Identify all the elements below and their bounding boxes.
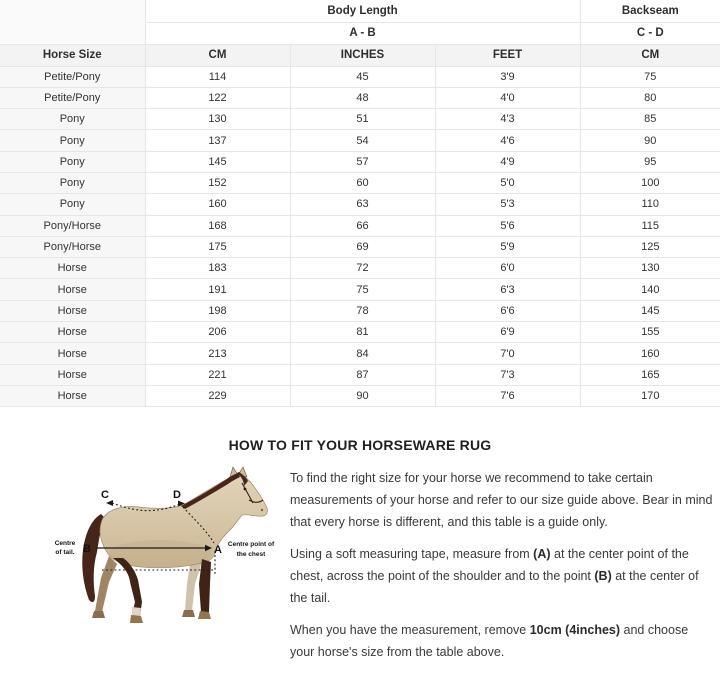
label-b: B [83, 543, 91, 556]
backseam-cm-cell: 85 [580, 109, 720, 130]
body-length-cm-cell: 122 [145, 87, 290, 108]
horse-size-cell: Pony [0, 172, 145, 193]
column-header-feet: FEET [435, 44, 580, 66]
fit-guide-section [0, 437, 720, 673]
backseam-cm-cell: 95 [580, 151, 720, 172]
body-length-cm-cell: 191 [145, 279, 290, 300]
backseam-cm-cell: 100 [580, 172, 720, 193]
size-row [0, 130, 720, 151]
horse-size-cell: Pony [0, 109, 145, 130]
body-length-range-header: A - B [145, 22, 580, 44]
body-length-cm-cell: 229 [145, 385, 290, 406]
body-length-inches-cell: 87 [290, 364, 435, 385]
body-length-cm-cell: 168 [145, 215, 290, 236]
fit-guide-text: To find the right size for your horse we recommend to take certain measurements of your horse and refer to our size guide above. Bear in mind that every horse is different, and this table is a guide only. [290, 471, 713, 530]
body-length-cm-cell: 137 [145, 130, 290, 151]
body-length-inches-cell: 90 [290, 385, 435, 406]
column-header-horse-size: Horse Size [0, 44, 145, 66]
horse-nostril [261, 509, 263, 511]
body-length-inches-cell: 84 [290, 343, 435, 364]
size-row [0, 343, 720, 364]
size-table-body [0, 66, 720, 407]
backseam-cm-cell: 145 [580, 300, 720, 321]
body-length-feet-cell: 6'3 [435, 279, 580, 300]
size-row [0, 172, 720, 193]
horse-size-cell: Horse [0, 385, 145, 406]
fit-guide-text: at the center of the tail. [290, 569, 699, 606]
centre-of-tail-caption-line1: Centre [54, 540, 76, 548]
body-length-cm-cell: 130 [145, 109, 290, 130]
body-length-feet-cell: 7'6 [435, 385, 580, 406]
body-length-inches-cell: 48 [290, 87, 435, 108]
fit-guide-bold-text: (A) [533, 547, 551, 562]
backseam-cm-cell: 130 [580, 258, 720, 279]
fit-guide-bold-text: (B) [594, 569, 612, 584]
body-length-cm-cell: 206 [145, 322, 290, 343]
backseam-cm-cell: 140 [580, 279, 720, 300]
fit-guide-text: Using a soft measuring tape, measure from [290, 547, 534, 562]
horse-size-cell: Pony [0, 151, 145, 172]
body-length-cm-cell: 198 [145, 300, 290, 321]
horse-near-front-leg [199, 559, 211, 612]
label-d: D [173, 489, 181, 502]
body-length-feet-cell: 5'6 [435, 215, 580, 236]
fit-guide-heading: HOW TO FIT YOUR HORSEWARE RUG [228, 437, 492, 454]
body-length-feet-cell: 6'0 [435, 258, 580, 279]
size-row [0, 300, 720, 321]
size-row [0, 322, 720, 343]
horse-size-cell: Petite/Pony [0, 66, 145, 87]
backseam-cm-cell: 115 [580, 215, 720, 236]
body-length-feet-cell: 6'6 [435, 300, 580, 321]
body-length-cm-cell: 114 [145, 66, 290, 87]
body-length-feet-cell: 4'9 [435, 151, 580, 172]
fit-guide-text: at the center point of the chest, across the point of the shoulder and to the point [290, 547, 689, 584]
body-length-inches-cell: 75 [290, 279, 435, 300]
size-row [0, 385, 720, 406]
fit-guide-text: and choose your horse's size from the table above. [290, 623, 689, 660]
horse-size-cell: Pony/Horse [0, 236, 145, 257]
horse-size-cell: Horse [0, 300, 145, 321]
body-length-feet-cell: 7'3 [435, 364, 580, 385]
fit-guide-content [0, 466, 720, 673]
fit-guide-paragraph [290, 619, 715, 663]
body-length-inches-cell: 57 [290, 151, 435, 172]
backseam-cm-cell: 90 [580, 130, 720, 151]
body-length-inches-cell: 60 [290, 172, 435, 193]
size-row [0, 258, 720, 279]
horse-size-cell: Petite/Pony [0, 87, 145, 108]
body-length-feet-cell: 4'3 [435, 109, 580, 130]
label-c: C [101, 489, 109, 502]
horse-near-hind-sock [132, 607, 141, 616]
size-row [0, 109, 720, 130]
size-row [0, 66, 720, 87]
body-length-inches-cell: 66 [290, 215, 435, 236]
body-length-group-header: Body Length [145, 0, 580, 22]
centre-of-tail-caption-line2: of tail. [55, 549, 75, 557]
horse-size-cell: Horse [0, 258, 145, 279]
backseam-cm-cell: 80 [580, 87, 720, 108]
body-length-cm-cell: 183 [145, 258, 290, 279]
backseam-range-header: C - D [580, 22, 720, 44]
body-length-inches-cell: 63 [290, 194, 435, 215]
body-length-feet-cell: 3'9 [435, 66, 580, 87]
horse-illustration [45, 466, 290, 628]
horse-size-cell: Horse [0, 322, 145, 343]
horse-size-cell: Pony/Horse [0, 215, 145, 236]
backseam-cm-cell: 170 [580, 385, 720, 406]
label-a: A [214, 544, 222, 557]
body-length-cm-cell: 160 [145, 194, 290, 215]
column-header-backseam-cm: CM [580, 44, 720, 66]
size-row [0, 364, 720, 385]
group-header-row [0, 0, 720, 22]
horse-size-cell: Horse [0, 364, 145, 385]
body-length-feet-cell: 4'0 [435, 87, 580, 108]
fit-guide-text: When you have the measurement, remove [290, 623, 530, 638]
body-length-inches-cell: 51 [290, 109, 435, 130]
body-length-inches-cell: 45 [290, 66, 435, 87]
body-length-inches-cell: 72 [290, 258, 435, 279]
size-row [0, 151, 720, 172]
corner-cell [0, 0, 145, 44]
size-row [0, 87, 720, 108]
body-length-cm-cell: 221 [145, 364, 290, 385]
body-length-feet-cell: 5'9 [435, 236, 580, 257]
column-header-row [0, 44, 720, 66]
body-length-feet-cell: 7'0 [435, 343, 580, 364]
fit-guide-paragraph [290, 543, 715, 609]
size-row [0, 279, 720, 300]
body-length-inches-cell: 69 [290, 236, 435, 257]
body-length-cm-cell: 145 [145, 151, 290, 172]
horse-size-cell: Horse [0, 343, 145, 364]
column-header-cm: CM [145, 44, 290, 66]
backseam-cm-cell: 155 [580, 322, 720, 343]
body-length-feet-cell: 6'9 [435, 322, 580, 343]
horse-size-cell: Pony [0, 194, 145, 215]
size-row [0, 194, 720, 215]
backseam-cm-cell: 75 [580, 66, 720, 87]
backseam-group-header: Backseam [580, 0, 720, 22]
horse-near-front-hoof [198, 611, 211, 619]
fit-guide-bold-text: 10cm (4inches) [529, 623, 621, 638]
body-length-cm-cell: 152 [145, 172, 290, 193]
horse-far-hind-leg [95, 556, 117, 612]
backseam-cm-cell: 160 [580, 343, 720, 364]
size-row [0, 215, 720, 236]
fit-guide-paragraphs [290, 466, 720, 673]
body-length-inches-cell: 81 [290, 322, 435, 343]
size-row [0, 236, 720, 257]
horse-far-front-hoof [182, 610, 195, 617]
centre-point-caption-line2: the chest [236, 551, 266, 559]
body-length-cm-cell: 175 [145, 236, 290, 257]
backseam-cm-cell: 110 [580, 194, 720, 215]
body-length-inches-cell: 54 [290, 130, 435, 151]
horse-far-hind-hoof [92, 611, 105, 618]
horse-size-cell: Horse [0, 279, 145, 300]
horse-measurement-diagram [45, 466, 290, 628]
backseam-cm-cell: 165 [580, 364, 720, 385]
body-length-inches-cell: 78 [290, 300, 435, 321]
body-length-feet-cell: 5'0 [435, 172, 580, 193]
column-header-inches: INCHES [290, 44, 435, 66]
fit-guide-paragraph [290, 467, 715, 533]
centre-point-caption-line1: Centre point of [227, 541, 275, 549]
body-length-cm-cell: 213 [145, 343, 290, 364]
horse-size-cell: Pony [0, 130, 145, 151]
body-length-feet-cell: 4'6 [435, 130, 580, 151]
backseam-cm-cell: 125 [580, 236, 720, 257]
horse-near-hind-hoof [130, 615, 143, 623]
body-length-feet-cell: 5'3 [435, 194, 580, 215]
